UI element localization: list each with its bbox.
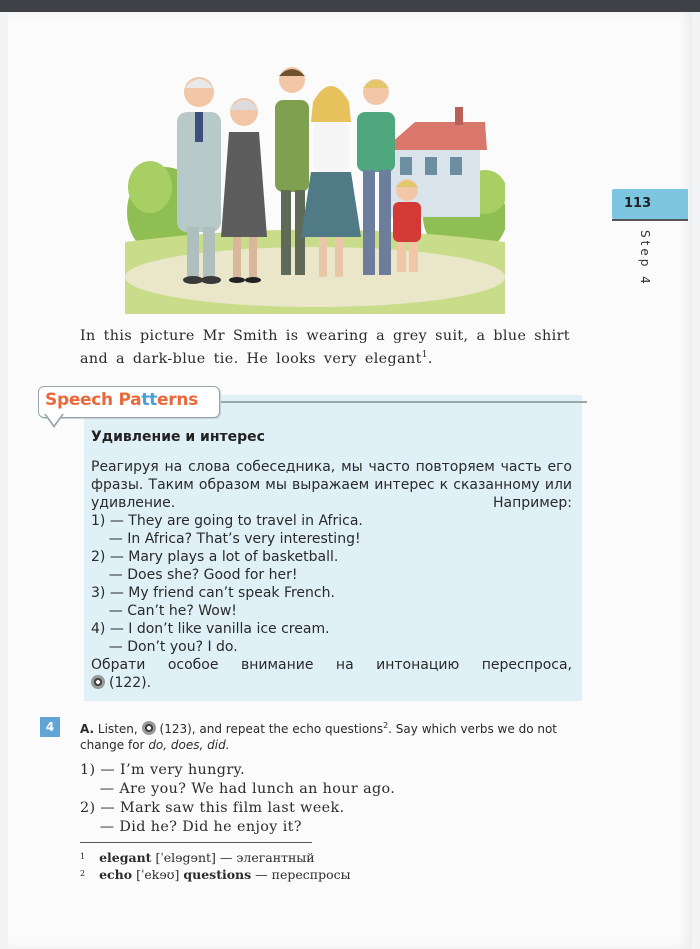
- example-line: — Does she? Good for her!: [91, 567, 298, 583]
- speech-patterns-header: [38, 386, 220, 418]
- speech-patterns-rule: [217, 401, 587, 403]
- instruction-rest: . Say which verbs we do not change for: [80, 722, 557, 752]
- footnote-word: elegant: [99, 850, 152, 865]
- cd-icon: [91, 675, 105, 689]
- exercise-instruction: [80, 718, 585, 753]
- dialog-line: 1) — I’m very hungry.: [80, 762, 246, 778]
- page-number: 113: [624, 196, 652, 211]
- footnote-dash: —: [219, 850, 233, 865]
- dialog-line: — Are you? We had lunch an hour ago.: [80, 781, 396, 797]
- footnote-translation: переспросы: [271, 867, 351, 882]
- footnote-1: [80, 849, 585, 866]
- example-line: — Can’t he? Wow!: [91, 603, 237, 619]
- footnote-2: [80, 866, 585, 883]
- audio-reference: [91, 674, 572, 692]
- exercise-part-label: A.: [80, 722, 95, 736]
- intro-paragraph: [80, 327, 585, 369]
- footnote-word: echo: [99, 867, 133, 882]
- audio-track-number: (122).: [109, 675, 152, 691]
- speech-patterns-title-part1: Speech Pa: [45, 390, 142, 410]
- speech-patterns-heading: Удивление и интерес: [91, 429, 265, 445]
- instruction-listen: Listen,: [97, 722, 138, 736]
- footnote-dash: —: [255, 867, 268, 882]
- footnote-word-2: questions: [183, 867, 252, 882]
- page-top-edge: [0, 0, 700, 12]
- speech-patterns-title: [45, 390, 198, 410]
- footnote-transcription: [ˈelɘgɘnt]: [155, 850, 216, 865]
- example-line: — In Africa? That’s very interesting!: [91, 531, 361, 547]
- step-label: Step 4: [638, 230, 652, 287]
- speech-patterns-paragraph: Реагируя на слова собеседника, мы часто повторяем часть его фразы. Таким образом мы выражаем интерес к сказанному или удивление. Например:: [91, 459, 572, 511]
- footnote-number: 2: [80, 869, 86, 878]
- footnote-rule: [80, 842, 312, 843]
- example-line: 1) — They are going to travel in Africa.: [91, 513, 363, 529]
- example-line: 4) — I don’t like vanilla ice cream.: [91, 621, 330, 637]
- dialog-line: 2) — Mark saw this film last week.: [80, 800, 345, 816]
- speech-patterns-title-part3: erns: [157, 390, 198, 410]
- speech-bubble-tail-inner: [46, 414, 62, 425]
- footnote-translation: элегантный: [236, 850, 315, 865]
- intro-text: In this picture Mr Smith is wearing a grey suit, a blue shirt and a dark-blue tie. He looks very elegant: [80, 328, 570, 367]
- instruction-track: (123), and repeat the echo questions: [159, 722, 384, 736]
- footnote-number: 1: [80, 852, 86, 861]
- intonation-note: Обрати особое внимание на интонацию переспроса,: [91, 657, 572, 673]
- dialog-line: — Did he? Did he enjoy it?: [80, 819, 302, 835]
- example-line: 3) — My friend can’t speak French.: [91, 585, 335, 601]
- cd-icon: [142, 721, 156, 735]
- footnote-ref-2: 2: [383, 721, 389, 730]
- footnote-transcription: [ˈekɘʊ]: [136, 867, 180, 882]
- footnotes: [80, 849, 585, 883]
- speech-patterns-title-part2: tt: [141, 390, 158, 410]
- exercise-dialog: [80, 761, 585, 837]
- exercise-number: 4: [40, 717, 60, 737]
- intro-text-end: .: [427, 350, 433, 367]
- family-illustration: [125, 52, 505, 314]
- example-line: — Don’t you? I do.: [91, 639, 238, 655]
- footnote-ref-1: 1: [421, 350, 428, 360]
- example-line: 2) — Mary plays a lot of basketball.: [91, 549, 339, 565]
- speech-patterns-body: [91, 458, 572, 692]
- page-tab-rule: [612, 219, 688, 221]
- instruction-verbs: do, does, did.: [148, 738, 230, 752]
